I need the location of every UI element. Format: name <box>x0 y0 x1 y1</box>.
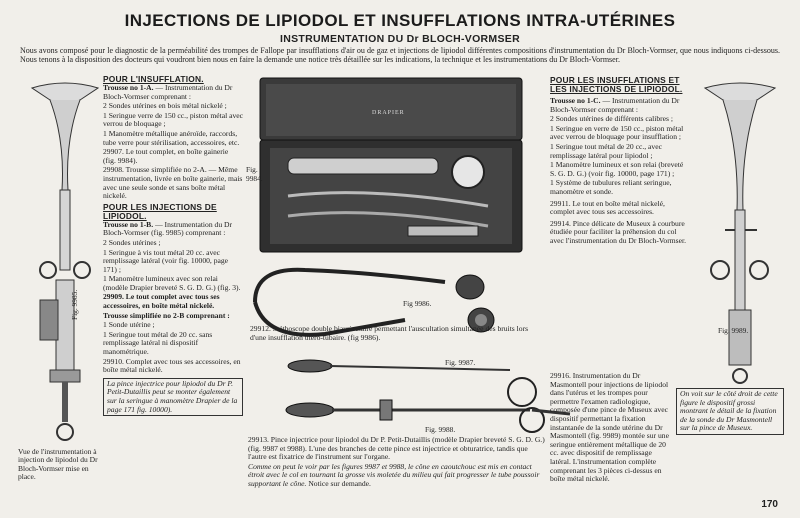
trousse-1a-item: 2 Sondes utérines en bois métal nickelé ; <box>103 101 227 111</box>
trousse-1a-item: 1 Seringue verre de 150 cc., piston métal avec verrou de bloquage ; <box>103 110 244 129</box>
figure-label-9986: Fig 9986. <box>403 299 432 308</box>
heading-lipiodol: POUR LES INJECTIONS DE LIPIODOL. <box>103 201 217 221</box>
trousse-1c-title: Trousse no 1-C. <box>550 96 601 105</box>
trousse-2b-item: 1 Seringue tout métal de 20 cc. sans remplissage latéral ni dispositif manométrique. <box>103 329 213 357</box>
pince-description <box>248 436 546 490</box>
trousse-1c-text: — Instrumentation du Dr Bloch-Vormser comprenant : <box>550 96 680 114</box>
trousse-1b-text: — Instrumentation du Dr Bloch-Vormser (fig. 9985) comprenant : <box>103 219 233 238</box>
product-29908: 29908. Trousse simplifiée no 2-A. — Même instrumentation, livrée en boîte gainerie, mais avec une seule sonde et sans boîte métal nickelé. <box>103 165 243 201</box>
product-29909: 29909. Le tout complet avec tous ses accessoires, en boîte métal nickelé. <box>103 292 220 311</box>
column-insufflation <box>103 75 243 416</box>
product-29911: 29911. Le tout en boîte métal nickelé, complet avec tous ses accessoires. <box>550 198 665 217</box>
stethoscope-description: 29912. Stéthoscope double biauriculaire permettant l'auscultation simultanée des bruits lors d'une insufflation utéro-tubaire. (fig 9986). <box>250 324 529 342</box>
heading-insufflation: POUR L'INSUFFLATION. <box>103 74 204 84</box>
trousse-1c-item: 1 Système de tubulures reliant seringue, manomètre et sonde. <box>550 178 672 196</box>
page-number: 170 <box>761 499 778 510</box>
instrument-case-illustration <box>258 76 526 256</box>
product-29916: 29916. Instrumentation du Dr Masmontell pour injections de lipiodol dans l'utérus et les trompes pour permettre l'examen radiologique, composée d'une pince de Museux avec dispositif permettant la fixation instantanée de la sonde utérine du Dr Masmontell (fig. 9989) montée sur une seringue entièrement métallique de 20 cc. avec dispositif de remplissage latéral. L'instrumentation complète comprenant les 3 pièces ci-dessus en boîte métal nickelé. <box>550 371 669 484</box>
figure-label-9984: Fig. 9984. <box>246 165 263 183</box>
museux-pince-illustration <box>695 80 785 385</box>
trousse-1c-item: 1 Manomètre lumineux et son relai (breveté S. G. D. G.) (voir fig. 10000, page 171) ; <box>550 160 684 178</box>
trousse-1b-item: 1 Manomètre lumineux avec son relai (modèle Drapier breveté S. G. D. G.) (fig. 3). <box>103 274 241 292</box>
speculum-syringe-illustration <box>20 80 110 445</box>
figure-label-9985: Fig. 9985. <box>70 289 79 320</box>
figure-label-9987: Fig. 9987. <box>445 358 476 367</box>
page-title: INJECTIONS DE LIPIODOL ET INSUFFLATIONS INTRA-UTÉRINES <box>124 11 676 30</box>
trousse-1a-text: — Instrumentation du Dr Bloch-Vormser comprenant : <box>103 83 233 101</box>
side-note-masmontell: On voit sur le côté droit de cette figure le dispositif grossi montrant le détail de la fixation de la sonde du Dr Masmontell sur la pince de Museux. <box>676 388 784 435</box>
figure-label-9988: Fig. 9988. <box>425 425 456 434</box>
trousse-1a-item: 1 Manomètre métallique anéroïde, raccords, tube verre pour stérilisation, accessoires, etc. <box>103 128 240 147</box>
trousse-1a-title: Trousse no 1-A. <box>103 83 154 92</box>
page-subtitle: INSTRUMENTATION DU Dr BLOCH-VORMSER <box>280 33 520 45</box>
left-figure-caption: Vue de l'instrumentation à injection de lipiodol du Dr Bloch-Vormser mise en place. <box>18 447 98 482</box>
product-29913: 29913. Pince injectrice pour lipiodol du Dr P. Petit-Dutaillis (modèle Drapier breveté S. G. D. G.) (fig. 9987 et 9988). L'une des branches de cette pince est injectrice et obturatrice, tandis que l'autre est fixatrice de l'instrument sur l'organe. <box>248 435 545 462</box>
intro-paragraph: Nous avons composé pour le diagnostic de la perméabilité des trompes de Fallope par insufflations d'air ou de gaz et injections de lipiodol différentes compositions d'instrumentation du Dr Bloch-Vormser, que nous indiquons ci-dessous. Nous tenons à la disposition des docteurs qui voudront bien nous en faire la demande une notice très détaillée sur les indications, la technique et les instrumentations du Dr Bloch-Vormser. <box>20 46 780 64</box>
pince-usage-note: Comme on peut le voir par les figures 9987 et 9988, le cône en caoutchouc est mis en contact étroit avec le col en tournant la grosse vis moletée du milieu qui fait progresser le tube poussoir supportant le cône. <box>248 461 540 488</box>
trousse-1c-item: 2 Sondes utérines de différents calibres ; <box>550 114 674 124</box>
trousse-2b-title: Trousse simplifiée no 2-B comprenant : <box>103 310 230 320</box>
trousse-1c-item: 1 Seringue tout métal de 20 cc., avec remplissage latéral pour lipiodol ; <box>550 141 662 160</box>
notice-on-request: Notice sur demande. <box>308 478 371 488</box>
figure-label-9989: Fig. 9989. <box>718 326 749 335</box>
trousse-2b-item: 1 Sonde utérine ; <box>103 320 155 330</box>
product-29910: 29910. Complet avec tous ses accessoires, en boîte métal nickelé. <box>103 356 241 375</box>
heading-insufflation-lipiodol: POUR LES INSUFFLATIONS ET LES INJECTIONS DE LIPIODOL. <box>550 75 683 94</box>
case-brand-label: DRAPIER <box>372 110 405 116</box>
column-insufflation-lipiodol <box>550 76 690 247</box>
product-29907: 29907. Le tout complet, en boîte gainerie (fig. 9984). <box>103 147 229 165</box>
trousse-1b-title: Trousse no 1-B. <box>103 219 154 229</box>
trousse-1b-item: 1 Seringue à vis tout métal 20 cc. avec remplissage latéral (voir fig. 10000, page 171) ; <box>103 247 229 274</box>
trousse-1b-item: 2 Sondes utérines ; <box>103 237 161 247</box>
boxed-note-pince: La pince injectrice pour lipiodol du Dr P. Petit-Dutaillis peut se monter également sur la seringue à manomètre Drapier de la page 171 fig. 10000). <box>103 378 243 416</box>
trousse-1c-item: 1 Seringue en verre de 150 cc., piston métal avec verrou de bloquage pour insufflation ; <box>550 123 684 142</box>
product-29914: 29914. Pince délicate de Museux à courbure étudiée pour faciliter la préhension du col avec l'instrumentation du Dr Bloch-Vormser. <box>550 218 686 245</box>
